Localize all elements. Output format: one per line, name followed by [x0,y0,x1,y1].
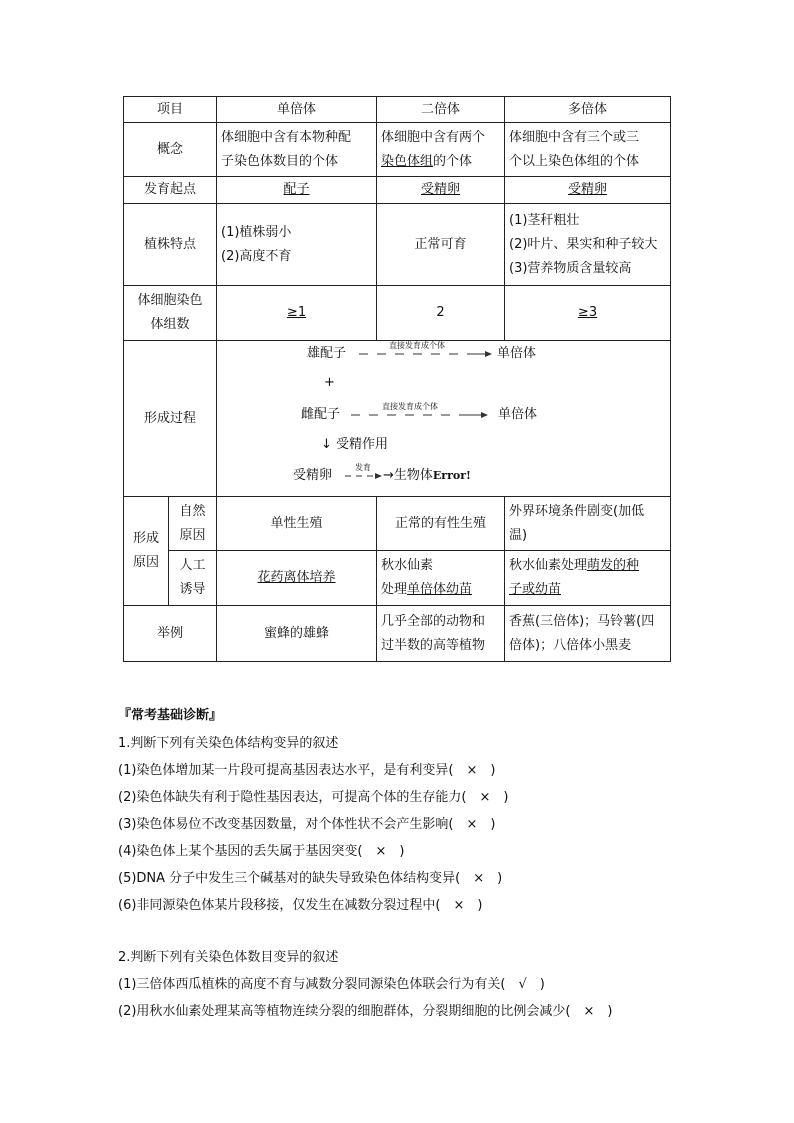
example-polyploid: 香蕉(三倍体)；马铃薯(四 倍体)；八倍体小黑麦 [505,606,671,662]
artificial-haploid: 花药离体培养 [217,551,377,606]
arrow-label-female: 直接发育成个体 [382,402,439,411]
q1-item-5: (5)DNA 分子中发生三个碱基对的缺失导致染色体结构变异( × ) [118,871,503,886]
example-haploid: 蜜蜂的雄蜂 [217,606,377,662]
formation-process-diagram [217,341,671,497]
diagnosis-title: 『常考基础诊断』 [118,708,223,723]
sets-polyploid: ≥3 [505,286,671,341]
q1-item-4: (4)染色体上某个基因的丢失属于基因突变( × ) [118,844,405,859]
concept-haploid: 体细胞中含有本物种配 子染色体数目的个体 [217,123,377,177]
q2-item-2: (2)用秋水仙素处理某高等植物连续分裂的细胞群体，分裂期细胞的比例会减少( × ) [118,1004,613,1019]
male-gamete: 雄配子 [307,346,347,361]
natural-diploid: 正常的有性生殖 [377,497,505,551]
artificial-diploid: 秋水仙素 处理单倍体幼苗 [377,551,505,606]
sets-label: 体细胞染色 体组数 [124,286,217,341]
example-diploid: 几乎全部的动物和 过半数的高等植物 [377,606,505,662]
origin-diploid: 受精卵 [377,177,505,204]
sets-diploid: 2 [377,286,505,341]
traits-diploid: 正常可育 [377,204,505,286]
organism: →生物体Error! [383,468,471,483]
q1-item-3: (3)染色体易位不改变基因数量，对个体性状不会产生影响( × ) [118,817,496,832]
traits-polyploid: (1)茎秆粗壮 (2)叶片、果实和种子较大 (3)营养物质含量较高 [505,204,671,286]
cause-label: 形成 原因 [124,497,169,606]
natural-cause-label: 自然 原因 [169,497,217,551]
female-gamete: 雌配子 [301,407,341,422]
sets-haploid: ≥1 [217,286,377,341]
haploid-result-2: 单倍体 [498,407,538,422]
natural-haploid: 单性生殖 [217,497,377,551]
fertilization-step: ↓ 受精作用 [321,437,389,452]
header-diploid: 二倍体 [377,97,505,123]
example-label: 举例 [124,606,217,662]
header-polyploid: 多倍体 [505,97,671,123]
origin-label: 发育起点 [124,177,217,204]
header-item: 项目 [124,97,217,123]
concept-diploid: 体细胞中含有两个 染色体组的个体 [377,123,505,177]
q2-item-1: (1)三倍体西瓜植株的高度不育与减数分裂同源染色体联会行为有关( √ ) [118,977,545,992]
q1-item-2: (2)染色体缺失有利于隐性基因表达，可提高个体的生存能力( × ) [118,790,509,805]
artificial-polyploid: 秋水仙素处理萌发的种 子或幼苗 [505,551,671,606]
error-text: Error! [432,469,471,482]
origin-haploid: 配子 [217,177,377,204]
q1-item-6: (6)非同源染色体某片段移接，仅发生在减数分裂过程中( × ) [118,898,483,913]
natural-polyploid: 外界环境条件剧变(加低 温) [505,497,671,551]
haploid-result-1: 单倍体 [497,346,537,361]
q1-heading: 1.判断下列有关染色体结构变异的叙述 [118,736,339,751]
q1-item-1: (1)染色体增加某一片段可提高基因表达水平，是有利变异( × ) [118,763,496,778]
traits-label: 植株特点 [124,204,217,286]
arrow-label-male: 直接发育成个体 [389,341,446,350]
develop-label: 发育 [355,463,372,472]
zygote: 受精卵 [293,468,333,483]
process-label: 形成过程 [124,341,217,497]
q2-heading: 2.判断下列有关染色体数目变异的叙述 [118,950,339,965]
concept-label: 概念 [124,123,217,177]
plus-sign: + [324,375,335,390]
header-haploid: 单倍体 [217,97,377,123]
traits-haploid: (1)植株弱小 (2)高度不育 [217,204,377,286]
concept-polyploid: 体细胞中含有三个或三 个以上染色体组的个体 [505,123,671,177]
chromosome-ploidy-table [123,96,671,662]
origin-polyploid: 受精卵 [505,177,671,204]
artificial-cause-label: 人工 诱导 [169,551,217,606]
